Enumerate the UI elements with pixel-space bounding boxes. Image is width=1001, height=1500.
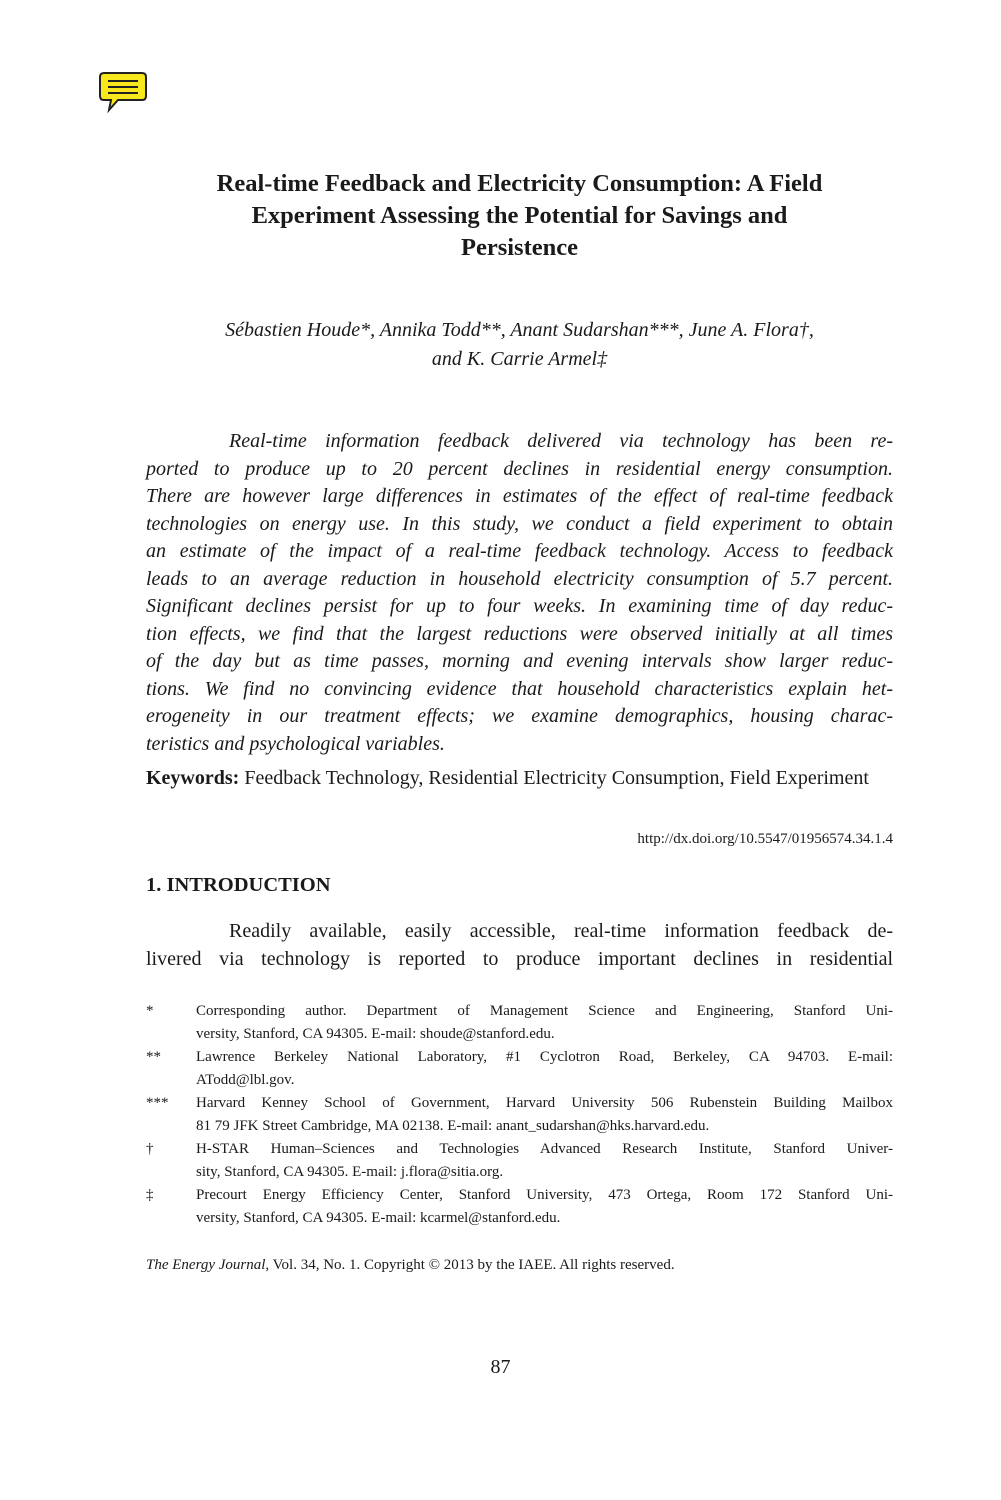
abstract-line: ported to produce up to 20 percent declines in residential energy consumption. [146, 457, 893, 480]
author-list [146, 316, 893, 374]
footnote-line: Corresponding author. Department of Management Science and Engineering, Stanford Uni- [196, 1003, 893, 1019]
journal-name: The Energy Journal [146, 1257, 266, 1273]
footnote-mark: * [146, 1003, 154, 1019]
footnote-line: ATodd@lbl.gov. [196, 1072, 295, 1088]
footnote-line: versity, Stanford, CA 94305. E-mail: kcarmel@stanford.edu. [196, 1210, 561, 1226]
abstract-line: technologies on energy use. In this study, we conduct a field experiment to obtain [146, 512, 893, 535]
journal-details: , Vol. 34, No. 1. Copyright © 2013 by the IAEE. All rights reserved. [265, 1257, 675, 1273]
speech-bubble-note-icon[interactable] [98, 70, 148, 114]
keywords [146, 765, 893, 793]
intro-line: Readily available, easily accessible, real-time information feedback de- [229, 920, 893, 942]
footnote [146, 1184, 893, 1230]
footnote-line: Harvard Kenney School of Government, Harvard University 506 Rubenstein Building Mailbox [196, 1095, 893, 1111]
abstract-line: Significant declines persist for up to four weeks. In examining time of day reduc- [146, 595, 893, 617]
footnote-mark: ** [146, 1049, 161, 1065]
title-line: Experiment Assessing the Potential for Savings and [251, 202, 788, 229]
title-line: Real-time Feedback and Electricity Consumption: A Field [216, 170, 823, 197]
paper-title [146, 168, 893, 264]
footnote-line: Precourt Energy Efficiency Center, Stanford University, 473 Ortega, Room 172 Stanford Uni- [196, 1187, 893, 1203]
journal-citation [146, 1254, 675, 1276]
abstract-line: of the day but as time passes, morning and evening intervals show larger reduc- [146, 650, 893, 672]
title-line: Persistence [461, 234, 578, 261]
abstract-line: erogeneity in our treatment effects; we examine demographics, housing charac- [146, 705, 893, 727]
footnotes [146, 1000, 893, 1230]
abstract-line: an estimate of the impact of a real-time feedback technology. Access to feedback [146, 540, 893, 562]
footnote [146, 1046, 893, 1092]
footnote-mark: *** [146, 1095, 169, 1111]
abstract-line: tions. We find no convincing evidence that household characteristics explain het- [146, 677, 893, 700]
keywords-text: Feedback Technology, Residential Electricity Consumption, Field Experiment [239, 767, 869, 789]
abstract [146, 428, 893, 758]
section-heading: 1. INTRODUCTION [146, 874, 331, 896]
author-line: and K. Carrie Armel‡ [431, 348, 608, 370]
footnote-line: versity, Stanford, CA 94305. E-mail: shoude@stanford.edu. [196, 1026, 555, 1042]
intro-line: livered via technology is reported to produce important declines in residential [146, 947, 893, 970]
page-number: 87 [490, 1356, 511, 1378]
footnote [146, 1000, 893, 1046]
abstract-line: leads to an average reduction in household electricity consumption of 5.7 percent. [146, 567, 893, 590]
footnote [146, 1092, 893, 1138]
abstract-line: Real-time information feedback delivered via technology has been re- [229, 430, 893, 452]
footnote [146, 1138, 893, 1184]
footnote-line: 81 79 JFK Street Cambridge, MA 02138. E-mail: anant_sudarshan@hks.harvard.edu. [196, 1118, 710, 1134]
footnote-line: H-STAR Human–Sciences and Technologies Advanced Research Institute, Stanford Univer- [196, 1141, 893, 1157]
doi-link[interactable]: http://dx.doi.org/10.5547/01956574.34.1.4 [637, 831, 893, 847]
footnote-line: sity, Stanford, CA 94305. E-mail: j.flora@sitia.org. [196, 1164, 504, 1180]
abstract-line: There are however large differences in estimates of the effect of real-time feedback [146, 485, 893, 507]
abstract-line: teristics and psychological variables. [146, 732, 445, 755]
footnote-mark: ‡ [146, 1187, 154, 1203]
abstract-line: tion effects, we find that the largest reductions were observed initially at all times [146, 622, 893, 645]
author-line: Sébastien Houde*, Annika Todd**, Anant Sudarshan***, June A. Flora†, [225, 319, 814, 341]
footnote-mark: † [146, 1141, 154, 1157]
intro-paragraph [146, 918, 893, 973]
keywords-label: Keywords: [146, 767, 240, 789]
footnote-line: Lawrence Berkeley National Laboratory, #1 Cyclotron Road, Berkeley, CA 94703. E-mail: [196, 1049, 893, 1065]
